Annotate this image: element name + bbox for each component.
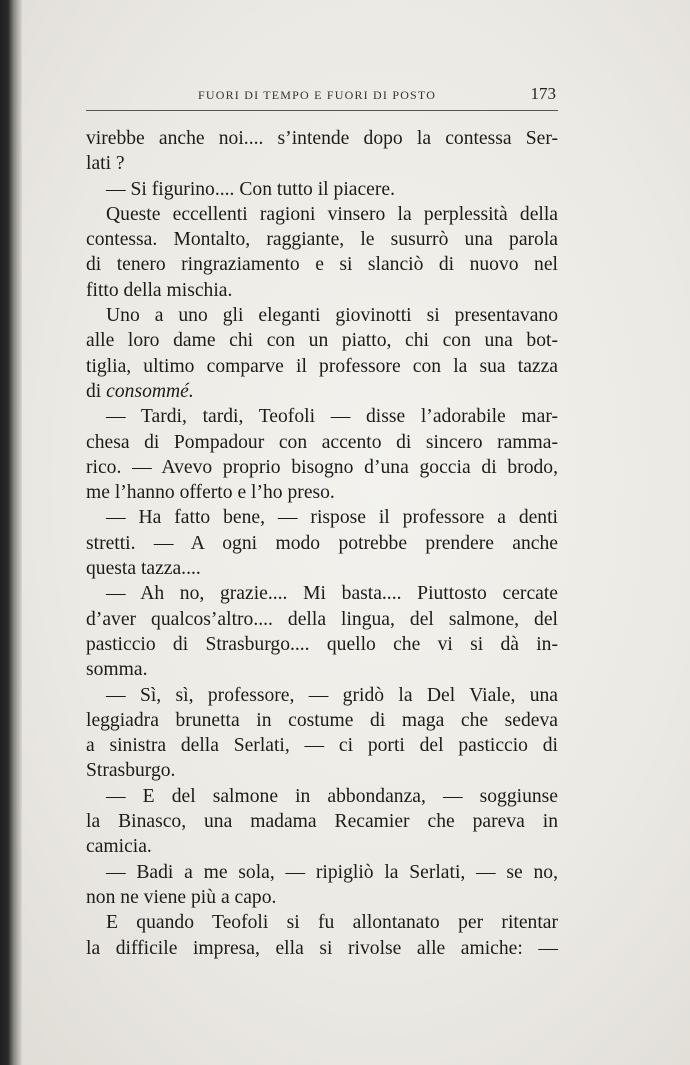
text-line: la Binasco, una madama Recamier che pareva in: [86, 811, 558, 833]
text-line: questa tazza....: [86, 558, 201, 580]
text-line: — Sì, sì, professore, — gridò la Del Viale, una: [106, 684, 558, 706]
text-line: pasticcio di Strasburgo.... quello che vi si dà in-: [86, 633, 558, 655]
running-title: FUORI DI TEMPO E FUORI DI POSTO: [198, 88, 437, 102]
text-line: — Badi a me sola, — ripigliò la Serlati, — se no,: [106, 861, 558, 883]
text-line-start: di: [86, 380, 102, 402]
text-line: virebbe anche noi.... s’intende dopo la contessa Ser-: [86, 128, 558, 149]
text-line: stretti. — A ogni modo potrebbe prendere anche: [86, 532, 558, 554]
text-line: la difficile impresa, ella si rivolse alle amiche: —: [86, 937, 558, 959]
page-number: 173: [530, 84, 556, 103]
text-line: rico. — Avevo proprio bisogno d’una goccia di brodo,: [86, 456, 558, 478]
italic-word: consommé.: [106, 380, 194, 402]
text-line: chesa di Pompadour con accento di sincero ramma-: [86, 431, 558, 453]
text-line: a sinistra della Serlati, — ci porti del pasticcio di: [86, 735, 558, 757]
text-line: d’aver qualcos’altro.... della lingua, del salmone, del: [86, 608, 558, 630]
body-text: [86, 126, 558, 961]
text-line: camicia.: [86, 836, 152, 858]
text-line: [86, 379, 558, 404]
text-line: leggiadra brunetta in costume di maga che sedeva: [86, 709, 558, 731]
text-line: Strasburgo.: [86, 760, 176, 782]
text-line: di tenero ringraziamento e si slanciò di nuovo nel: [86, 254, 558, 276]
text-line: somma.: [86, 659, 148, 681]
text-line: Uno a uno gli eleganti giovinotti si presentavano: [106, 305, 558, 327]
book-binding-edge: [0, 0, 22, 1065]
text-line: — Ha fatto bene, — rispose il professore a denti: [106, 507, 558, 529]
text-line: lati ?: [86, 153, 125, 175]
page-header: [86, 80, 558, 111]
text-line: alle loro dame chi con un piatto, chi con una bot-: [86, 330, 558, 352]
text-line: — E del salmone in abbondanza, — soggiunse: [106, 785, 558, 807]
text-line: me l’hanno offerto e l’ho preso.: [86, 482, 335, 504]
text-line: — Si figurino.... Con tutto il piacere.: [106, 178, 395, 200]
text-line: — Ah no, grazie.... Mi basta.... Piuttosto cercate: [106, 583, 558, 605]
text-line: contessa. Montalto, raggiante, le susurrò una parola: [86, 229, 558, 251]
text-line: tiglia, ultimo comparve il professore con la sua tazza: [86, 355, 558, 377]
text-line: non ne viene più a capo.: [86, 886, 277, 908]
text-line: E quando Teofoli si fu allontanato per ritentar: [106, 912, 558, 934]
text-line: — Tardi, tardi, Teofoli — disse l’adorabile mar-: [106, 406, 558, 428]
text-line: fitto della mischia.: [86, 279, 233, 301]
text-line: Queste eccellenti ragioni vinsero la perplessità della: [106, 203, 558, 225]
